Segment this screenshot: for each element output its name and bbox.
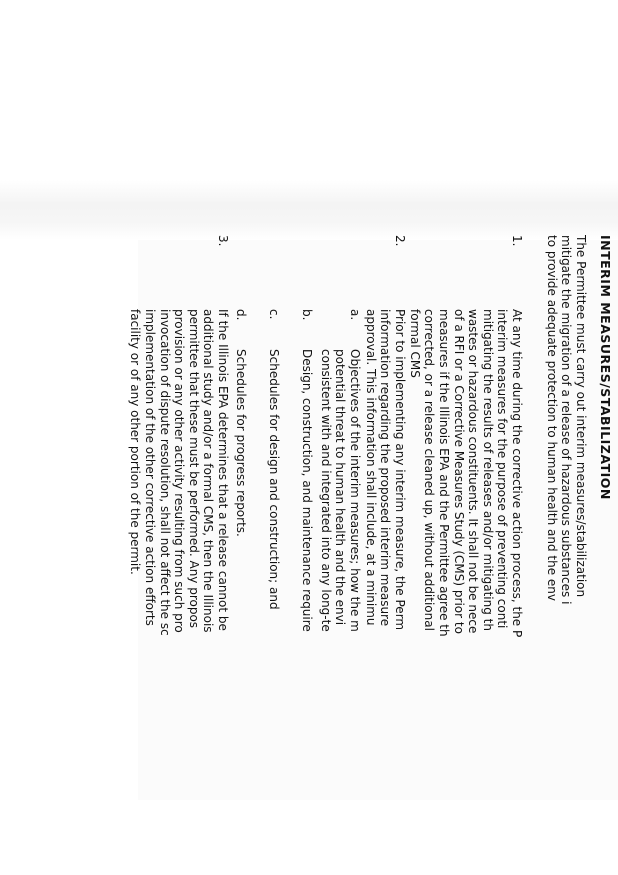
subitem-line: Schedules for progress reports.: [234, 349, 248, 537]
item-number: 2.: [393, 235, 407, 247]
subitem-c-text: [266, 349, 281, 610]
section-heading: INTERIM MEASURES/STABILIZATION: [598, 235, 613, 500]
rotated-page: [18, 235, 618, 875]
item-line: Prior to implementing any interim measure, the Perm: [393, 309, 407, 631]
subitem-letter: b.: [300, 309, 314, 321]
subitem-letter: a.: [348, 309, 362, 321]
item-2-text: [363, 309, 407, 630]
item-line: wastes or hazardous constituents. It shall not be nece: [466, 309, 481, 634]
item-line: information regarding the proposed interim measure: [378, 309, 393, 627]
item-line: permittee that these must be performed. Any propos: [186, 309, 201, 629]
item-line: measures if the Illinois EPA and the Permittee agree th: [437, 309, 452, 637]
subitem-line: consistent with and integrated into any long-te: [318, 349, 333, 632]
item-line: provision or any other activity resulting from such pro: [172, 309, 187, 633]
intro-line: mitigate the migration of a release of hazardous substances i: [559, 235, 574, 605]
item-line: additional study and/or a formal CMS, then the Illinois: [201, 309, 216, 633]
intro-paragraph: [544, 235, 588, 604]
item-1-text: [407, 309, 524, 637]
item-line: formal CMS: [407, 309, 422, 378]
item-line: of a RFI or a Corrective Measures Study (CMS) prior to: [451, 309, 466, 634]
scan-band: [0, 180, 618, 240]
item-3-text: [128, 309, 230, 636]
item-line: approval. This information shall include, at a minimu: [363, 309, 378, 626]
intro-line: to provide adequate protection to human health and the env: [544, 235, 559, 602]
intro-line: The Permittee must carry out interim measures/stabilization: [574, 235, 588, 598]
subitem-letter: c.: [267, 309, 281, 320]
item-line: At any time during the corrective action process, the P: [510, 309, 524, 638]
subitem-d-text: [233, 349, 248, 537]
subitem-line: Objectives of the interim measures; how the m: [348, 349, 362, 632]
subitem-line: Design, construction, and maintenance require: [300, 349, 314, 632]
item-line: facility or of any other portion of the permit.: [128, 309, 143, 575]
subitem-letter: d.: [234, 309, 248, 321]
subitem-a-text: [318, 349, 362, 632]
item-line: interim measures for the purpose of preventing conti: [495, 309, 510, 629]
subitem-line: Schedules for design and construction; and: [267, 349, 281, 610]
item-number: 1.: [510, 235, 524, 247]
item-line: corrected, or a release cleaned up, without additional: [422, 309, 437, 631]
item-line: If the Illinois EPA determines that a release cannot be: [216, 309, 230, 631]
item-number: 3.: [216, 235, 230, 247]
subitem-line: potential threat to human health and the envi: [333, 349, 348, 626]
item-line: implementation of the other corrective action efforts: [143, 309, 158, 626]
subitem-b-text: [299, 349, 314, 632]
item-line: mitigating the results of releases and/or mitigating th: [480, 309, 495, 631]
item-line: invocation of dispute resolution, shall not affect the sc: [157, 309, 172, 636]
